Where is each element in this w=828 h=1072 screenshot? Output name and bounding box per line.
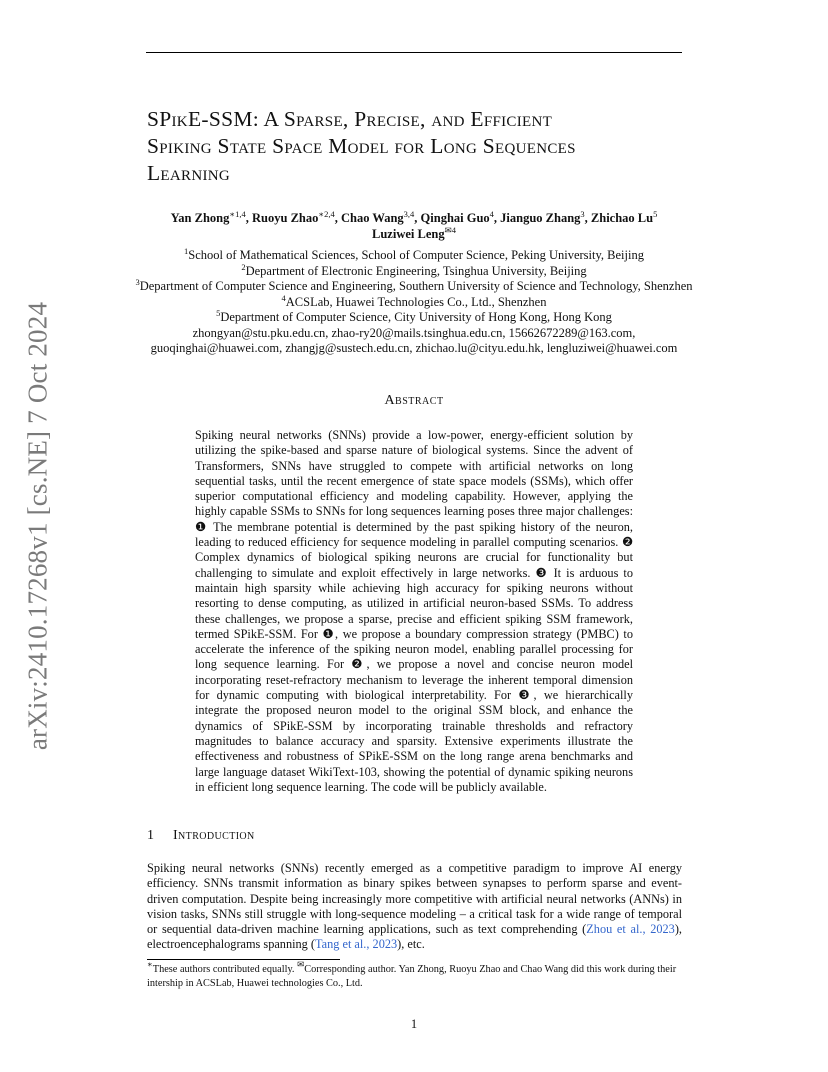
affiliation-mark: 4	[281, 292, 286, 303]
affiliation-text: Department of Electronic Engineering, Tsinghua University, Beijing	[245, 263, 587, 278]
intro-text: ), etc.	[397, 937, 425, 952]
intro-text: ), electroencephalograms spanning (	[147, 922, 682, 952]
citation-year: 2023	[650, 922, 675, 937]
author-name: Chao Wang	[341, 211, 404, 225]
affiliation-text: ACSLab, Huawei Technologies Co., Ltd., Shenzhen	[285, 294, 547, 309]
author-separator: ,	[414, 211, 421, 225]
affiliation-mark: 1	[184, 246, 189, 256]
author-separator: ,	[584, 211, 591, 225]
author-affiliation-mark: 3	[580, 209, 585, 219]
footnote-mark: ∗	[147, 959, 153, 969]
affiliation-mark: 2	[241, 261, 246, 272]
page-number: 1	[410, 1017, 418, 1031]
author-line-2	[120, 226, 708, 242]
affiliation-line	[100, 279, 728, 295]
citation-authors: Zhou et al.	[586, 922, 643, 937]
introduction-paragraph	[147, 861, 682, 953]
paper-title	[147, 106, 707, 187]
footnote-rule	[147, 959, 340, 960]
author-name: Luziwei Leng	[372, 227, 445, 241]
author-name: Ruoyu Zhao	[252, 211, 319, 225]
citation-link[interactable]: Tang et al., 2023	[315, 937, 398, 952]
affiliation-line	[100, 261, 728, 280]
email-line: zhongyan@stu.pku.edu.cn, zhao-ry20@mails.tsinghua.edu.cn, 15662672289@163.com,	[192, 325, 636, 340]
arxiv-identifier-stamp	[18, 296, 58, 756]
author-separator: ,	[245, 211, 253, 225]
title-line-1: SPikE-SSM: A Sparse, Precise, and Efficient	[147, 107, 553, 131]
footnote-text: These authors contributed equally.	[152, 964, 298, 975]
citation-authors: Tang et al.	[315, 937, 367, 952]
affiliation-mark: 5	[216, 308, 221, 318]
author-name: Yan Zhong	[170, 211, 230, 225]
affiliation-line	[100, 292, 728, 311]
citation-link[interactable]: Zhou et al., 2023	[586, 922, 675, 937]
author-affiliation-mark: ∗1,4	[229, 209, 246, 219]
abstract-heading: Abstract	[384, 393, 444, 408]
author-affiliation-mark: ∗2,4	[318, 209, 335, 219]
arxiv-identifier-text: arXiv:2410.17268v1 [cs.NE] 7 Oct 2024	[22, 301, 53, 751]
author-affiliation-mark: 3,4	[403, 209, 415, 219]
affiliation-text: Department of Computer Science, City University of Hong Kong, Hong Kong	[220, 310, 612, 324]
footnote-mark: ✉	[297, 959, 305, 969]
affiliation-text: Department of Computer Science and Engineering, Southern University of Science and Technology, Shenzhen	[139, 279, 693, 293]
author-affiliation-mark: 4	[489, 209, 494, 219]
author-separator: ,	[334, 211, 342, 225]
affiliation-line	[100, 310, 728, 326]
top-rule	[146, 52, 682, 53]
author-name: Zhichao Lu	[590, 211, 654, 225]
title-line-2: Spiking State Space Model for Long Sequences	[147, 134, 576, 158]
section-heading	[147, 828, 255, 844]
author-name: Jianguo Zhang	[500, 211, 581, 225]
author-separator: ,	[493, 211, 501, 225]
footnote-text: Corresponding author. Yan Zhong, Ruoyu Zhao and Chao Wang did this work during their intership in ACSLab, Huawei technologies Co., Ltd.	[147, 964, 677, 989]
title-line-3: Learning	[147, 161, 231, 185]
section-title: Introduction	[173, 828, 255, 843]
affiliation-line	[100, 248, 728, 264]
section-number: 1	[147, 828, 155, 843]
footnote	[147, 959, 683, 990]
affiliation-text: School of Mathematical Sciences, School of Computer Science, Peking University, Beijing	[188, 248, 644, 262]
citation-year: 2023	[372, 937, 398, 952]
affiliation-mark: 3	[135, 277, 140, 287]
affiliation-block	[100, 248, 728, 357]
email-line: guoqinghai@huawei.com, zhangjg@sustech.edu.cn, zhichao.lu@cityu.edu.hk, lengluziwei@huawei.com	[150, 341, 678, 355]
author-list	[120, 210, 708, 242]
author-affiliation-mark: ✉4	[444, 225, 456, 235]
author-name: Qinghai Guo	[420, 211, 490, 225]
author-affiliation-mark: 5	[653, 209, 658, 219]
author-line-1	[120, 210, 708, 226]
intro-text: Spiking neural networks (SNNs) recently emerged as a competitive paradigm to improve AI energy efficiency. SNNs transmit information as binary spikes between synapses to perform sparse and event-driven computation. Despite being increasingly more competitive with artificial neural networks (ANNs) in vision tasks, SNNs still struggle with long-sequence modeling – a critical task for a wide range of temporal or sequential data-driven machine learning applications, such as text comprehending (	[147, 861, 682, 937]
abstract-paragraph: Spiking neural networks (SNNs) provide a low-power, energy-efficient solution by utilizing the spike-based and sparse nature of biological systems. Since the advent of Transformers, SNNs have struggled to compete with artificial networks on long sequential tasks, until the recent emergence of state space models (SSMs), which offer superior computational efficiency and modeling capability. However, applying the highly capable SSMs to SNNs for long sequences learning poses three major challenges: ❶ The membrane potential is determined by the past spiking history of the neuron, leading to reduced efficiency for sequence modeling in parallel computing scenarios. ❷ Complex dynamics of biological spiking neurons are crucial for functionality but challenging to simulate and exploit effectively in large networks. ❸ It is arduous to maintain high sparsity while achieving high accuracy for spiking neurons without resorting to dense computing, as utilized in artificial neuron-based SSMs. To address these challenges, we propose a sparse, precise and efficient spiking SSM framework, termed SPikE-SSM. For ❶, we propose a boundary compression strategy (PMBC) to accelerate the inference of the spiking neuron model, enabling parallel processing for long sequence learning. For ❷, we propose a novel and concise neuron model incorporating reset-refractory mechanism to leverage the inherent temporal dimension for dynamic computing with biological interpretability. For ❸, we hierarchically integrate the proposed neuron model to the original SSM block, and enhance the dynamics of SPikE-SSM by incorporating trainable thresholds and refractory magnitudes to balance accuracy and sparsity. Extensive experiments illustrate the effectiveness and robustness of SPikE-SSM on the long range arena benchmarks and large language dataset WikiText-103, showing the potential of dynamic spiking neurons in efficient long sequence learning. The code will be publicly available.	[195, 428, 633, 794]
